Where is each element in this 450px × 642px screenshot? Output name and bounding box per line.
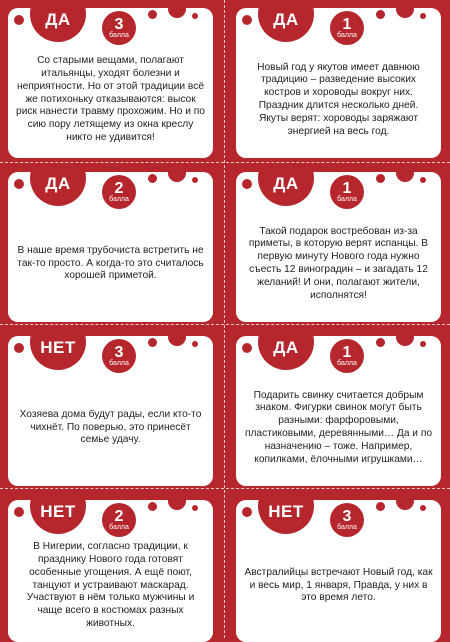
- decor-dot: [396, 500, 414, 510]
- answer-badge: НЕТ: [30, 336, 86, 370]
- score-unit: балла: [337, 523, 357, 531]
- answer-badge: ДА: [258, 336, 314, 370]
- score-value: 2: [114, 507, 124, 525]
- answer-badge: ДА: [30, 8, 86, 42]
- score-badge: [102, 503, 136, 537]
- decor-dot: [14, 343, 24, 353]
- decor-dot: [376, 338, 385, 347]
- score-badge: [330, 503, 364, 537]
- score-badge: [102, 339, 136, 373]
- decor-dot: [242, 343, 252, 353]
- decor-dot: [396, 336, 414, 346]
- decor-dot: [376, 174, 385, 183]
- quiz-card: [236, 8, 441, 158]
- decor-dot: [420, 13, 426, 19]
- score-unit: балла: [337, 359, 357, 367]
- score-badge: [102, 11, 136, 45]
- quiz-card: [236, 500, 441, 642]
- decor-dot: [192, 341, 198, 347]
- card-text: Новый год у якутов имеет давнюю традицию – разведение высоких костров и хороводы вокруг них. Праздник длится несколько дней. Якуты верят: хороводы заряжают энергией на весь год.: [257, 61, 420, 137]
- decor-dot: [14, 507, 24, 517]
- answer-badge: ДА: [30, 172, 86, 206]
- card-text: В наше время трубочиста встретить не так-то просто. А когда-то это считалось хорошей приметой.: [17, 244, 204, 282]
- score-value: 3: [342, 507, 352, 525]
- quiz-card: [8, 500, 213, 642]
- decor-dot: [192, 505, 198, 511]
- quiz-card: [8, 8, 213, 158]
- decor-dot: [14, 179, 24, 189]
- quiz-card: [236, 172, 441, 322]
- decor-dot: [192, 177, 198, 183]
- quiz-card: [8, 336, 213, 486]
- decor-dot: [168, 336, 186, 346]
- score-value: 1: [342, 179, 352, 197]
- score-badge: [330, 11, 364, 45]
- decor-dot: [376, 502, 385, 511]
- card-text: Со старыми вещами, полагают итальянцы, уходят болезни и неприятности. Но от этой традиции всё же потихоньку отказываются: высок риск нанести травму прохожим. Но и по сию пору летящему из окна креслу никто не удивится!: [16, 55, 205, 143]
- score-unit: балла: [109, 31, 129, 39]
- cut-line-horizontal: [0, 324, 450, 325]
- answer-badge: НЕТ: [30, 500, 86, 534]
- quiz-card: [8, 172, 213, 322]
- decor-dot: [14, 15, 24, 25]
- decor-dot: [242, 15, 252, 25]
- score-badge: [330, 339, 364, 373]
- answer-badge: НЕТ: [258, 500, 314, 534]
- score-unit: балла: [109, 359, 129, 367]
- score-badge: [330, 175, 364, 209]
- decor-dot: [148, 10, 157, 19]
- decor-dot: [420, 505, 426, 511]
- card-text: В Нигерии, согласно традиции, к празднику Нового года готовят особенные угощения. А ещё поют, танцуют и устраивают маскарад. Участвуют в нём только мужчины и чаще всего в костюмах разных животных.: [26, 541, 195, 629]
- decor-dot: [148, 338, 157, 347]
- card-text: Австралийцы встречают Новый год, как и весь мир, 1 января, Правда, у них в это время лето.: [244, 566, 433, 604]
- score-unit: балла: [337, 31, 357, 39]
- decor-dot: [242, 179, 252, 189]
- score-unit: балла: [337, 195, 357, 203]
- answer-badge: ДА: [258, 8, 314, 42]
- decor-dot: [148, 174, 157, 183]
- score-unit: балла: [109, 523, 129, 531]
- score-value: 3: [114, 15, 124, 33]
- cut-line-horizontal: [0, 162, 450, 163]
- score-value: 1: [342, 15, 352, 33]
- decor-dot: [168, 500, 186, 510]
- quiz-card: [236, 336, 441, 486]
- decor-dot: [168, 8, 186, 18]
- score-value: 1: [342, 343, 352, 361]
- answer-badge: ДА: [258, 172, 314, 206]
- score-value: 2: [114, 179, 124, 197]
- score-badge: [102, 175, 136, 209]
- decor-dot: [242, 507, 252, 517]
- card-text: Хозяева дома будут рады, если кто-то чихнёт. По поверью, это принесёт семье удачу.: [19, 408, 202, 446]
- decor-dot: [396, 8, 414, 18]
- score-unit: балла: [109, 195, 129, 203]
- card-text: Подарить свинку считается добрым знаком. Фигурки свинок могут быть разными: фарфоровыми, пластиковыми, деревянными… Да и по назначению – тоже. Например, копилками, ёлочными игрушками…: [244, 389, 433, 465]
- decor-dot: [376, 10, 385, 19]
- cut-line-horizontal: [0, 488, 450, 489]
- decor-dot: [148, 502, 157, 511]
- card-text: Такой подарок востребован из-за приметы, в которую верят испанцы. В первую минуту Нового года нужно съесть 12 виноградин – и загадать 12 желаний! И они, полагают жители, исполнятся!: [248, 225, 429, 301]
- decor-dot: [168, 172, 186, 182]
- decor-dot: [420, 341, 426, 347]
- decor-dot: [420, 177, 426, 183]
- decor-dot: [396, 172, 414, 182]
- cut-line-vertical: [224, 0, 225, 638]
- score-value: 3: [114, 343, 124, 361]
- decor-dot: [192, 13, 198, 19]
